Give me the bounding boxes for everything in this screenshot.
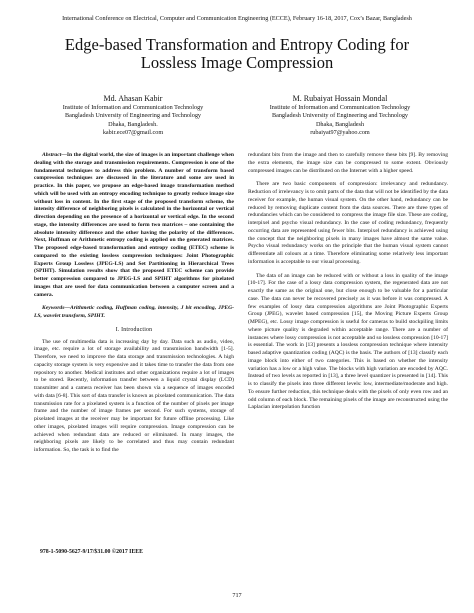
title-line-2: Lossless Image Compression: [140, 53, 334, 72]
author-block-1: [38, 94, 228, 138]
title-line-1: Edge-based Transformation and Entropy Coding for: [64, 35, 410, 54]
abstract: [34, 152, 234, 299]
body-paragraph-3: The data of an image can be reduced with or without a loss in quality of the image [10-17]. For the case of a lossy data compression system, the regenerated data are not exactly the same as the original one, but close enough to be valuable for a particular case. The data can never be recovered precisely as it was before it was compressed. A few examples of lossy data compression algorithms are Joint Photographic Experts Group (JPEG), wavelet based compression [15], the Moving Picture Experts Group (MPEG), etc. Lossy image compression is useful for cameras to build stockpiling limits where picture quality is degraded within acceptable range. There are a number of instances where lossy compression is not acceptable and so lossless compression [10-17] is essential. The work in [13] presents a lossless compression technique where intensity based adaptive quantization coding (AQC) is the basis. The authors of [13] classify each image block into either of two categories. This is based on whether the intensity variation has a low or a high value. The blocks with high variation are encoded by AQC. Instead of two levels as reported in [13], a three level quantizer is presented in [14]. This is to classify the pixels into three different levels: low, intermediate/moderate and high. To ensure further reduction, this technique deals with the pixels of only even row and an odd column of each block. The remaining pixels of the image are reconstructed using the Laplacian interpolation function: [248, 272, 448, 411]
author-email: rubaiyat97@yahoo.com: [310, 129, 370, 137]
copyright-footer: 978-1-5090-5627-9/17/$31.00 ©2017 IEEE: [40, 549, 144, 555]
page-number: 717: [232, 592, 242, 599]
author-affiliation: Institute of Information and Communication Technology: [269, 104, 411, 111]
abstract-text: —In the digital world, the size of images is an important challenge when dealing with the storage and transmission requirements. Compression is one of the fundamental techniques to address this problem. A number of transform based compression techniques are discussed in the literature and some are used in practice. In this paper, we propose an edge-based image transformation method which will be used with an entropy encoding technique to greatly reduce image size without loss in content. In the first stage of the proposed transform scheme, the intensity difference of neighboring pixels is calculated in the horizontal or vertical direction depending on the presence of a horizontal or vertical edge. In the second stage, the intensity differences are used to form two matrices – one containing the absolute intensity difference and the other having the polarity of the differences. Next, Huffman or Arithmetic entropy coding is applied on the generated matrices. The proposed edge-based transformation and entropy coding (ETEC) scheme is compared to the existing lossless compression techniques: Joint Photographic Experts Group Lossless (JPEG-LS) and Set Partitioning in Hierarchical Trees (SPIHT). Simulation results show that the proposed ETEC scheme can provide better compression compared to JPEG-LS and SPIHT algorithms for pixelated images that are used for data communication between a computer screen and a camera.: [34, 152, 234, 298]
keywords: [34, 305, 234, 321]
author-city: Dhaka, Bangladesh: [315, 120, 365, 128]
author-name: M. Rubaiyat Hossain Mondal: [292, 94, 388, 103]
body-paragraph-2: There are two basic components of compression: irrelevancy and redundancy. Reduction of irrelevancy is to omit parts of the data that will not be identified by the data receiver for example, the human visual system. On the other hand, redundancy can be reduced by removing duplicate content from the data sources. There are three types of redundancies which can be considered to compress the image file size. These are coding, interpixel and psycho visual redundancy. In the case of coding redundancy, frequently occurring data are represented using fewer bits. Interpixel redundancy is achieved using the concept that the neighboring pixels in many images have almost the same value. Psycho visual redundancy works on the principle that the human visual system cannot differentiate all colours at a time. Therefore eliminating some relatively less important information is acceptable to our visual processing.: [248, 181, 448, 265]
left-column: [34, 152, 234, 461]
author-name: Md. Ahasan Kabir: [103, 94, 163, 103]
author-university: Bangladesh University of Engineering and Technology: [271, 112, 409, 120]
keywords-text: —Arithmetic coding, Huffman coding, intensity, J bit encoding, JPEG-LS, wavelet transform, SPIHT.: [34, 305, 234, 319]
paper-title: [0, 36, 474, 72]
author-university: Bangladesh University of Engineering and Technology: [64, 112, 202, 120]
section-heading-introduction: I. Introduction: [115, 326, 153, 333]
body-paragraph-1: redundant bits from the image and then to carefully remove these bits [9]. By removing the extra elements, the image size can be compressed to some extent. Obviously compressed images can be distributed on the Internet with a higher speed.: [248, 152, 448, 174]
author-block-2: [245, 94, 435, 138]
intro-paragraph-1: The use of multimedia data is increasing day by day. Data such as audio, video, image, etc. require a lot of storage availability and transmission bandwidth [1-5]. Therefore, we need to improve the data storage and transmission technologies. A high capacity storage system is very expensive and it takes time to transfer the data from one repository to another. Medical institutes and other organizations require a lot of images to be stored. Recently, information transfer between a liquid crystal display (LCD) transmitter and a camera receiver has been shown via a sequence of images encoded with data [6-8]. This sort of data transfer is known as pixelated communication. The data transmission rate for a pixelated system is a function of the number of pixels per image frame and the number of image frames per second. For such systems, storage of pixelated images at the receiver may be important for future offline processing. Like other images, pixelated images will require compression. Image compression can be achieved when redundant data are reduced or eliminated. In many images, the neighboring pixels are likely to be correlated and thus may contain redundant information. So, the task is to find the: [34, 338, 234, 453]
author-email: kabir.ece07@gmail.com: [102, 129, 164, 137]
abstract-label: Abstract: [42, 152, 62, 158]
right-column: [248, 152, 448, 418]
keywords-label: Keywords: [42, 305, 65, 312]
author-affiliation: Institute of Information and Communication Technology: [62, 104, 204, 111]
author-city: Dhaka, Bangladesh.: [108, 120, 158, 128]
conference-header: International Conference on Electrical, Computer and Communication Engineering (ECCE), February 16-18, 2017, Cox’s Bazar, Bangladesh: [62, 15, 412, 22]
